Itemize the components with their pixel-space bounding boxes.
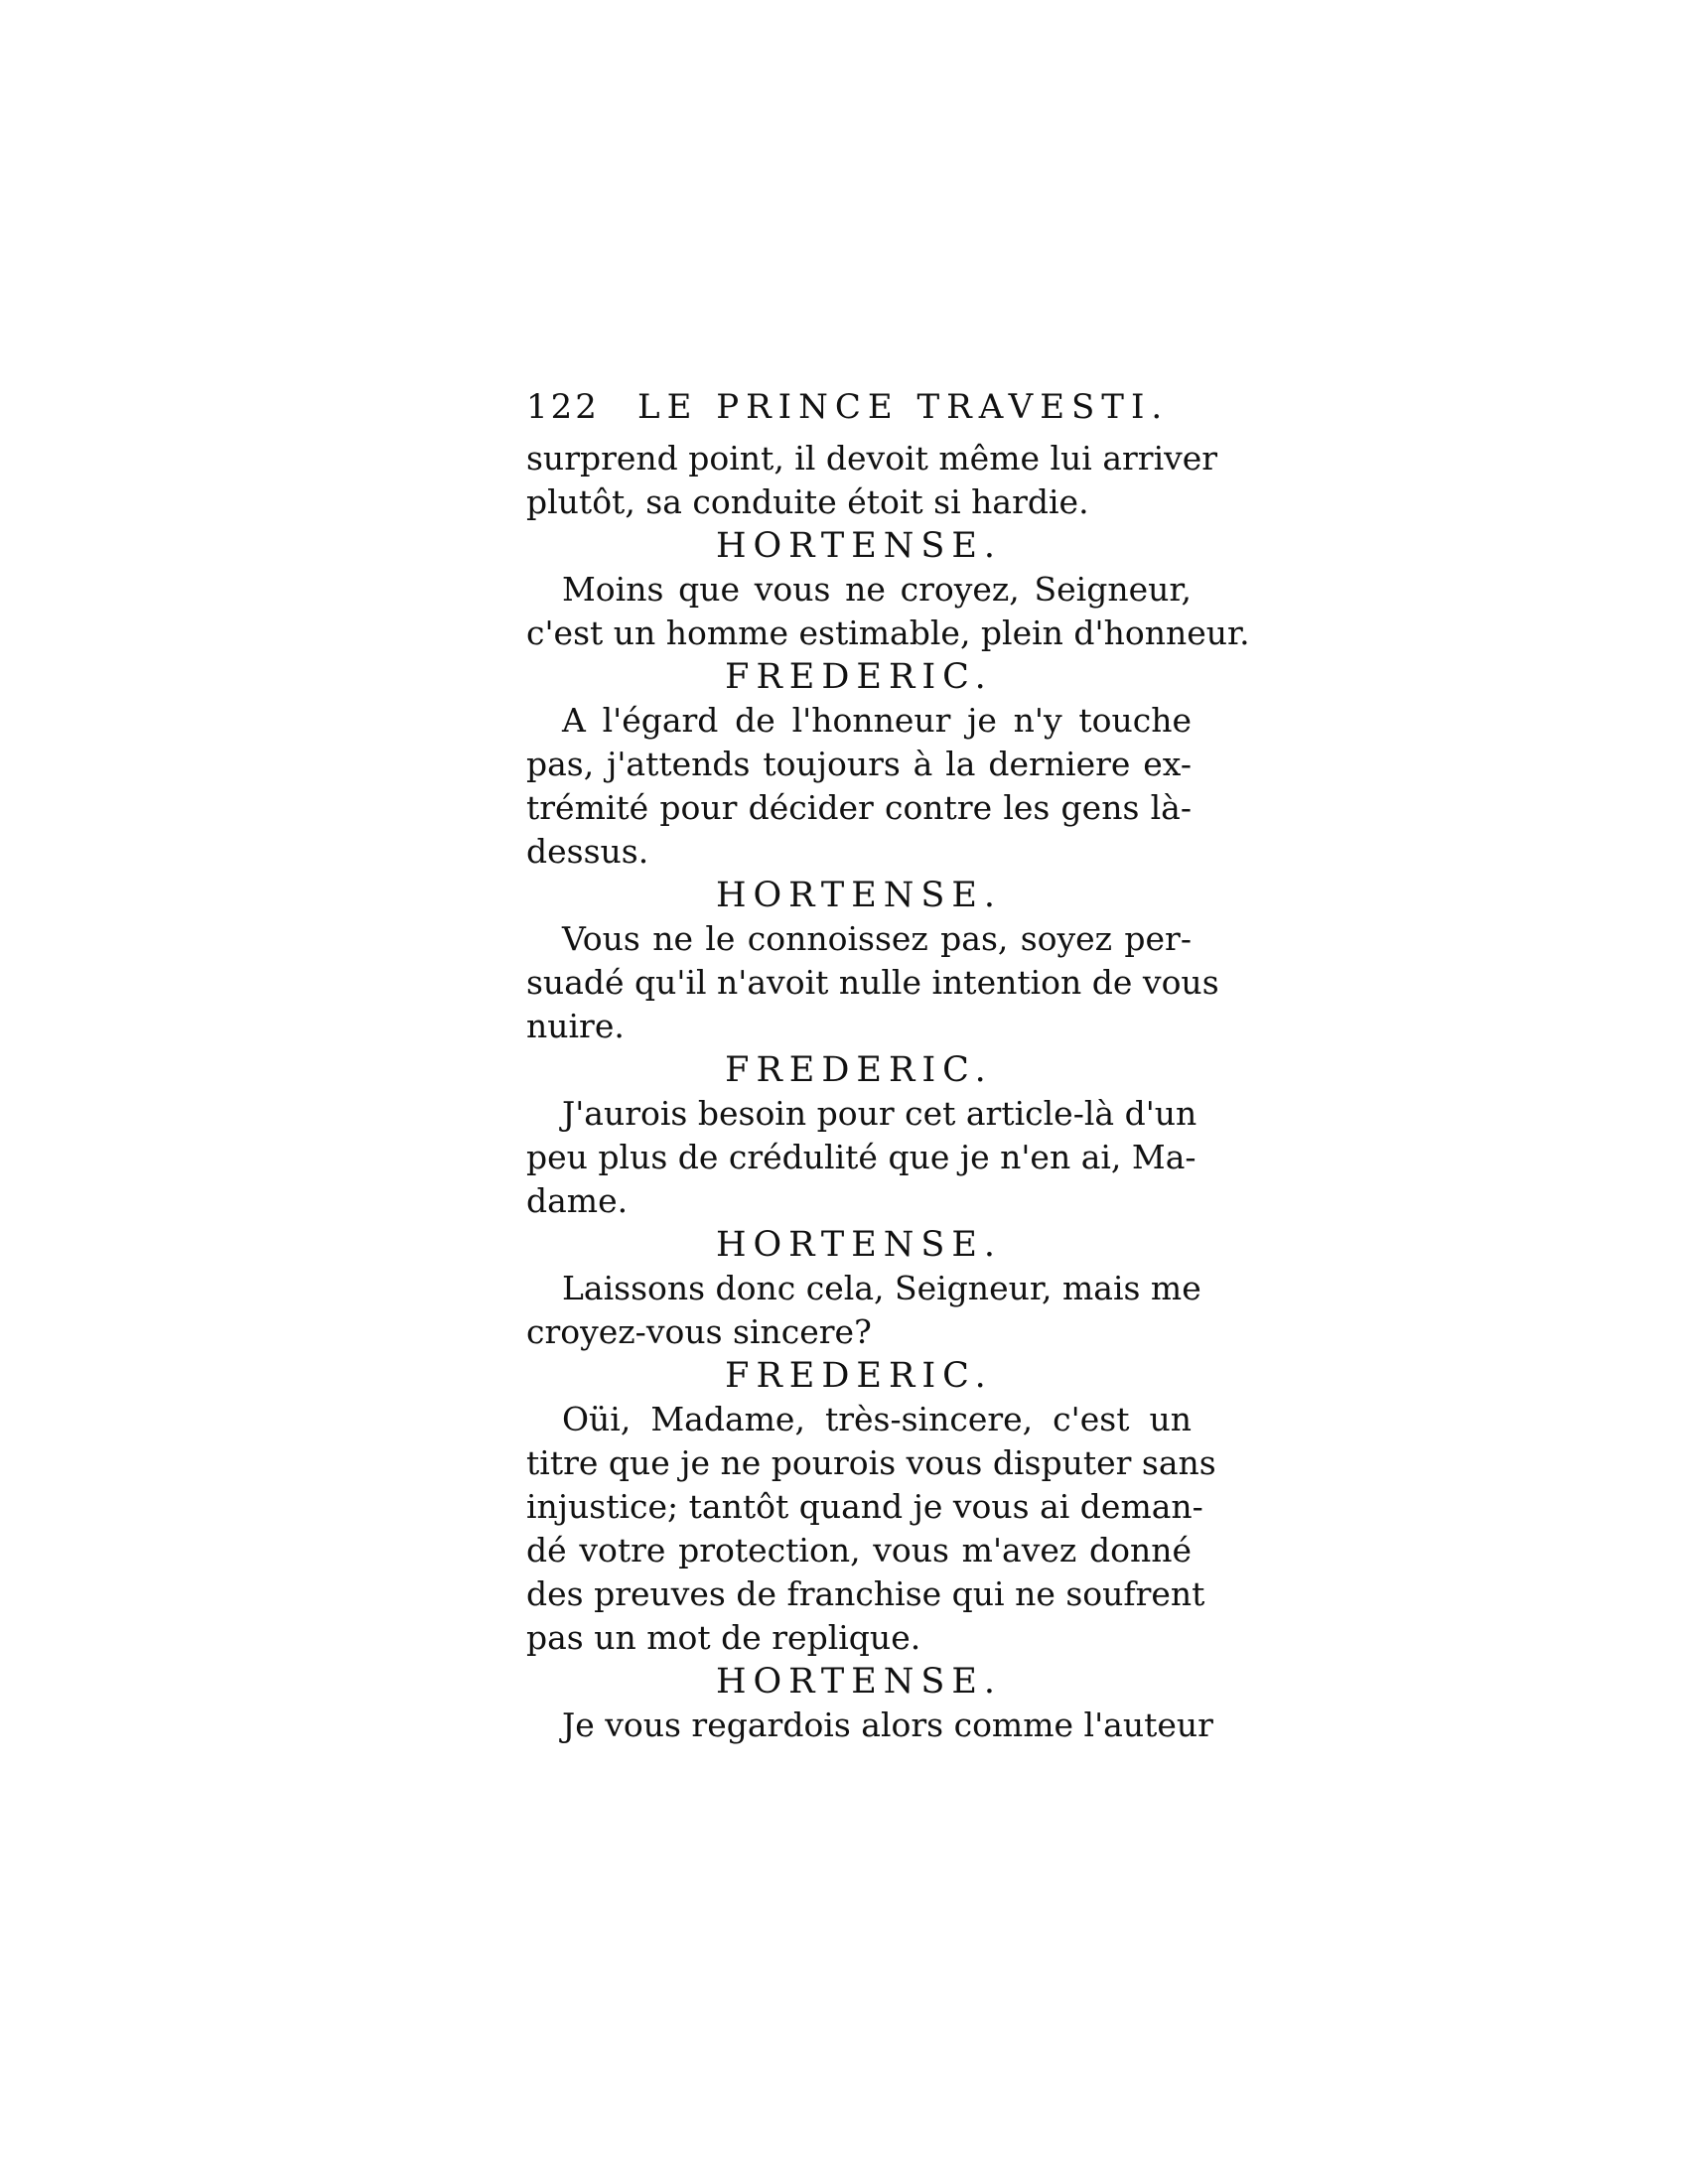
- running-header: [526, 387, 1192, 437]
- speaker-name: FREDERIC.: [725, 657, 993, 697]
- text-line: croyez-vous sincere?: [526, 1312, 872, 1351]
- text-line: dame.: [526, 1181, 629, 1220]
- text-line: peu plus de crédulité que je n'en ai, Ma-: [526, 1138, 1196, 1176]
- text-line: surprend point, il devoit même lui arriver: [526, 439, 1218, 478]
- continuation-block: [526, 437, 1218, 524]
- text-line: A l'égard de l'honneur je n'y touche: [562, 701, 1192, 740]
- text-line: dé votre protection, vous m'avez donné: [526, 1531, 1192, 1570]
- speech-block: [526, 874, 1219, 1048]
- text-line: c'est un homme estimable, plein d'honneur.: [526, 614, 1250, 652]
- speaker-name: HORTENSE.: [715, 526, 1003, 566]
- text-body: [526, 437, 1250, 1747]
- book-page: [526, 387, 1250, 1747]
- text-line: nuire.: [526, 1007, 625, 1045]
- text-line: J'aurois besoin pour cet article-là d'un: [562, 1094, 1197, 1133]
- text-line: des preuves de franchise qui ne soufrent: [526, 1574, 1205, 1613]
- text-line: dessus.: [526, 832, 649, 871]
- speaker-name: FREDERIC.: [725, 1356, 993, 1396]
- text-line: Vous ne le connoissez pas, soyez per-: [562, 919, 1192, 958]
- speaker-name: HORTENSE.: [715, 1225, 1003, 1265]
- speaker-name: HORTENSE.: [715, 876, 1003, 915]
- text-line: suadé qu'il n'avoit nulle intention de vous: [526, 963, 1219, 1002]
- text-line: plutôt, sa conduite étoit si hardie.: [526, 482, 1089, 521]
- speech-block: [526, 655, 1192, 874]
- text-line: titre que je ne pourois vous disputer sans: [526, 1443, 1216, 1482]
- text-line: Je vous regardois alors comme l'auteur: [562, 1706, 1213, 1744]
- speech-block: [526, 1048, 1197, 1223]
- speaker-name: FREDERIC.: [725, 1050, 993, 1090]
- page-number: 122: [526, 387, 600, 427]
- text-line: pas, j'attends toujours à la derniere ex-: [526, 745, 1192, 783]
- text-line: trémité pour décider contre les gens là-: [526, 788, 1192, 827]
- speech-block: [526, 1660, 1213, 1747]
- text-line: injustice; tantôt quand je vous ai deman-: [526, 1487, 1203, 1526]
- text-line: Oüi, Madame, très-sincere, c'est un: [562, 1400, 1192, 1438]
- text-line: Moins que vous ne croyez, Seigneur,: [562, 570, 1192, 609]
- speaker-name: HORTENSE.: [715, 1662, 1003, 1702]
- speech-block: [526, 1354, 1216, 1660]
- text-line: Laissons donc cela, Seigneur, mais me: [562, 1269, 1201, 1307]
- running-title: LE PRINCE TRAVESTI.: [637, 387, 1170, 427]
- speech-block: [526, 1223, 1201, 1354]
- text-line: pas un mot de replique.: [526, 1618, 921, 1657]
- speech-block: [526, 524, 1250, 655]
